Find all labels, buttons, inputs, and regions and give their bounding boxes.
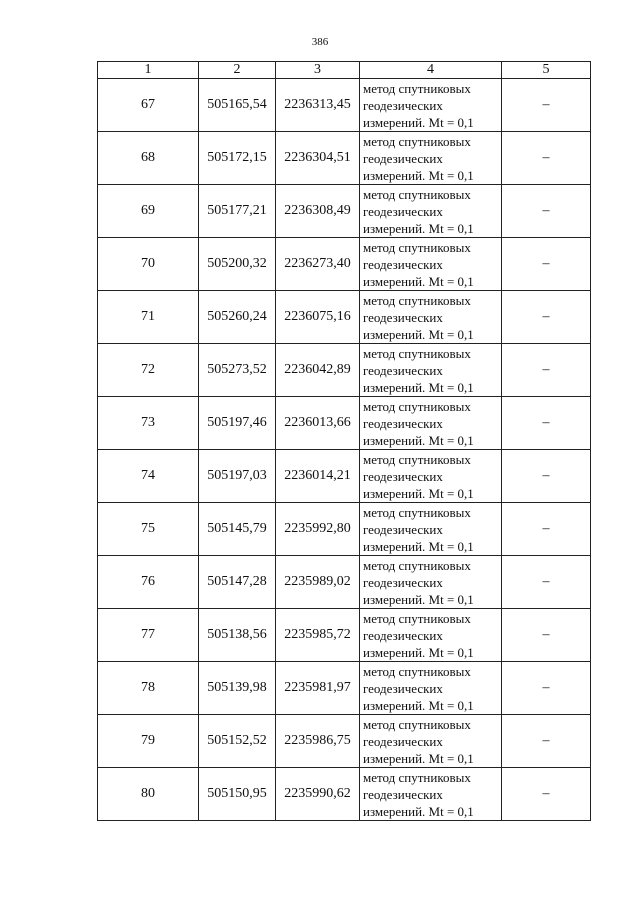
method-description-line: геодезических (363, 733, 443, 749)
method-description-line: геодезических (363, 256, 443, 272)
y-coordinate-cell: 2235990,62 (276, 768, 360, 821)
x-coordinate-cell: 505197,46 (199, 397, 276, 450)
note-cell: – (502, 556, 591, 609)
y-coordinate-cell: 2235992,80 (276, 503, 360, 556)
page-number: 386 (311, 36, 329, 48)
note-cell: – (502, 609, 591, 662)
table-row (98, 185, 591, 238)
x-coordinate-cell: 505150,95 (199, 768, 276, 821)
table-body (98, 79, 591, 821)
table-row (98, 609, 591, 662)
method-description-line: геодезических (363, 521, 443, 537)
method-description-cell (360, 291, 502, 344)
x-coordinate-cell: 505200,32 (199, 238, 276, 291)
table-row (98, 768, 591, 821)
header-col-5: 5 (502, 62, 591, 79)
note-cell: – (502, 397, 591, 450)
table-row (98, 344, 591, 397)
method-description-line: метод спутниковых (363, 451, 471, 467)
method-description-line: измерений. Mt = 0,1 (363, 114, 474, 130)
method-description-cell (360, 450, 502, 503)
method-description-cell (360, 503, 502, 556)
note-cell: – (502, 132, 591, 185)
x-coordinate-cell: 505139,98 (199, 662, 276, 715)
point-number-cell: 68 (98, 132, 199, 185)
note-cell: – (502, 662, 591, 715)
method-description-line: геодезических (363, 309, 443, 325)
note-cell: – (502, 238, 591, 291)
point-number-cell: 69 (98, 185, 199, 238)
header-col-4: 4 (360, 62, 502, 79)
method-description-cell (360, 768, 502, 821)
table-row (98, 715, 591, 768)
table-row (98, 397, 591, 450)
y-coordinate-cell: 2236013,66 (276, 397, 360, 450)
y-coordinate-cell: 2236273,40 (276, 238, 360, 291)
point-number-cell: 72 (98, 344, 199, 397)
method-description-cell (360, 662, 502, 715)
method-description-line: метод спутниковых (363, 80, 471, 96)
point-number-cell: 75 (98, 503, 199, 556)
note-cell: – (502, 503, 591, 556)
method-description-line: геодезических (363, 680, 443, 696)
method-description-line: измерений. Mt = 0,1 (363, 591, 474, 607)
x-coordinate-cell: 505177,21 (199, 185, 276, 238)
method-description-line: геодезических (363, 627, 443, 643)
method-description-line: метод спутниковых (363, 716, 471, 732)
method-description-line: геодезических (363, 468, 443, 484)
method-description-line: измерений. Mt = 0,1 (363, 326, 474, 342)
note-cell: – (502, 768, 591, 821)
method-description-line: геодезических (363, 203, 443, 219)
method-description-cell (360, 344, 502, 397)
table-row (98, 238, 591, 291)
note-cell: – (502, 450, 591, 503)
x-coordinate-cell: 505147,28 (199, 556, 276, 609)
method-description-line: метод спутниковых (363, 769, 471, 785)
method-description-line: измерений. Mt = 0,1 (363, 167, 474, 183)
header-col-2: 2 (199, 62, 276, 79)
method-description-cell (360, 397, 502, 450)
point-number-cell: 77 (98, 609, 199, 662)
point-number-cell: 79 (98, 715, 199, 768)
y-coordinate-cell: 2236304,51 (276, 132, 360, 185)
method-description-line: измерений. Mt = 0,1 (363, 432, 474, 448)
method-description-cell (360, 79, 502, 132)
method-description-line: измерений. Mt = 0,1 (363, 220, 474, 236)
point-number-cell: 76 (98, 556, 199, 609)
point-number-cell: 70 (98, 238, 199, 291)
method-description-cell (360, 238, 502, 291)
y-coordinate-cell: 2236313,45 (276, 79, 360, 132)
y-coordinate-cell: 2236042,89 (276, 344, 360, 397)
point-number-cell: 73 (98, 397, 199, 450)
y-coordinate-cell: 2235981,97 (276, 662, 360, 715)
method-description-line: измерений. Mt = 0,1 (363, 697, 474, 713)
method-description-line: измерений. Mt = 0,1 (363, 644, 474, 660)
method-description-line: геодезических (363, 415, 443, 431)
method-description-line: метод спутниковых (363, 398, 471, 414)
point-number-cell: 80 (98, 768, 199, 821)
method-description-line: метод спутниковых (363, 133, 471, 149)
method-description-line: измерений. Mt = 0,1 (363, 379, 474, 395)
method-description-line: геодезических (363, 574, 443, 590)
x-coordinate-cell: 505273,52 (199, 344, 276, 397)
method-description-line: метод спутниковых (363, 239, 471, 255)
method-description-cell (360, 185, 502, 238)
x-coordinate-cell: 505172,15 (199, 132, 276, 185)
point-number-cell: 67 (98, 79, 199, 132)
x-coordinate-cell: 505138,56 (199, 609, 276, 662)
method-description-line: измерений. Mt = 0,1 (363, 273, 474, 289)
x-coordinate-cell: 505197,03 (199, 450, 276, 503)
point-number-cell: 78 (98, 662, 199, 715)
header-col-1: 1 (98, 62, 199, 79)
method-description-line: геодезических (363, 786, 443, 802)
method-description-line: измерений. Mt = 0,1 (363, 750, 474, 766)
method-description-line: метод спутниковых (363, 557, 471, 573)
method-description-line: метод спутниковых (363, 610, 471, 626)
y-coordinate-cell: 2236308,49 (276, 185, 360, 238)
table-row (98, 450, 591, 503)
method-description-line: метод спутниковых (363, 345, 471, 361)
x-coordinate-cell: 505152,52 (199, 715, 276, 768)
note-cell: – (502, 291, 591, 344)
method-description-line: измерений. Mt = 0,1 (363, 538, 474, 554)
method-description-line: геодезических (363, 150, 443, 166)
y-coordinate-cell: 2236014,21 (276, 450, 360, 503)
table-row (98, 503, 591, 556)
method-description-cell (360, 609, 502, 662)
method-description-line: измерений. Mt = 0,1 (363, 485, 474, 501)
table-row (98, 79, 591, 132)
x-coordinate-cell: 505145,79 (199, 503, 276, 556)
table-row (98, 662, 591, 715)
point-number-cell: 71 (98, 291, 199, 344)
method-description-line: метод спутниковых (363, 292, 471, 308)
note-cell: – (502, 79, 591, 132)
note-cell: – (502, 344, 591, 397)
method-description-line: метод спутниковых (363, 663, 471, 679)
x-coordinate-cell: 505260,24 (199, 291, 276, 344)
table-row (98, 291, 591, 344)
note-cell: – (502, 715, 591, 768)
method-description-cell (360, 556, 502, 609)
method-description-line: геодезических (363, 97, 443, 113)
table-row (98, 132, 591, 185)
y-coordinate-cell: 2235985,72 (276, 609, 360, 662)
method-description-cell (360, 132, 502, 185)
header-col-3: 3 (276, 62, 360, 79)
method-description-cell (360, 715, 502, 768)
method-description-line: измерений. Mt = 0,1 (363, 803, 474, 819)
table-header-row (98, 62, 591, 79)
method-description-line: метод спутниковых (363, 504, 471, 520)
y-coordinate-cell: 2235986,75 (276, 715, 360, 768)
coordinates-table (97, 61, 591, 821)
y-coordinate-cell: 2235989,02 (276, 556, 360, 609)
point-number-cell: 74 (98, 450, 199, 503)
method-description-line: геодезических (363, 362, 443, 378)
note-cell: – (502, 185, 591, 238)
x-coordinate-cell: 505165,54 (199, 79, 276, 132)
method-description-line: метод спутниковых (363, 186, 471, 202)
y-coordinate-cell: 2236075,16 (276, 291, 360, 344)
table-row (98, 556, 591, 609)
